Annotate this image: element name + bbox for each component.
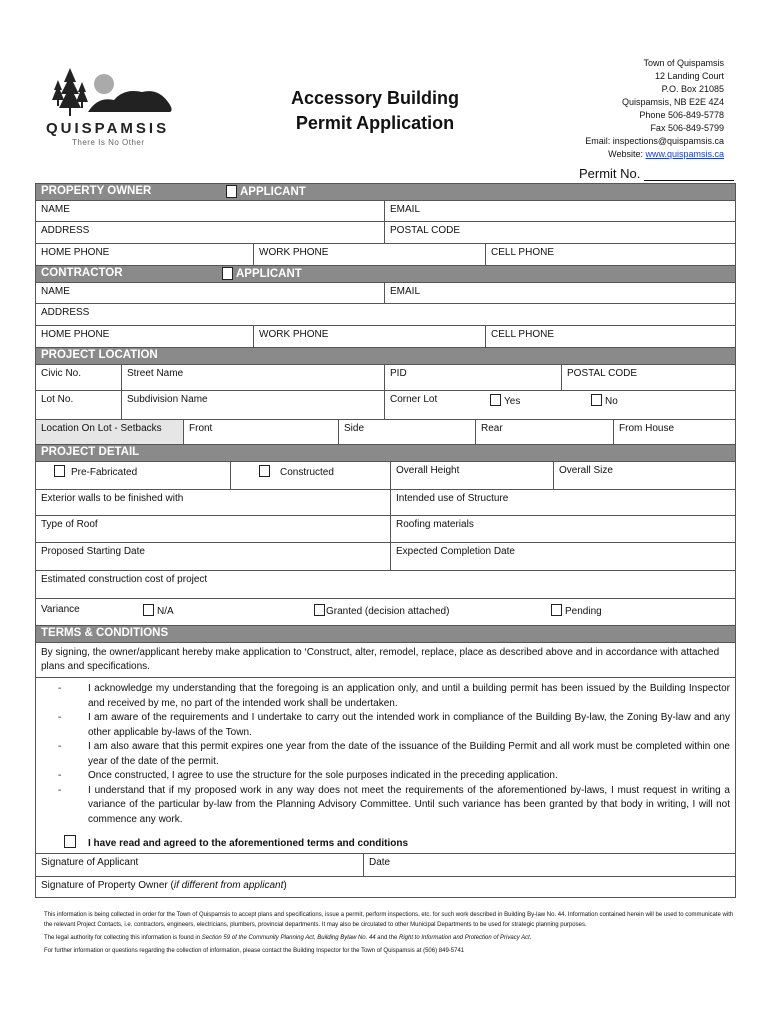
contractor-cell-phone-field[interactable]: CELL PHONE <box>485 326 735 347</box>
owner-signature-label-end: ) <box>283 880 287 891</box>
pid-field[interactable]: PID <box>384 365 412 390</box>
variance-label: Variance <box>41 604 80 615</box>
terms-bullet <box>58 711 730 740</box>
owner-row-phones <box>36 244 735 266</box>
variance-pending-label: Pending <box>565 606 602 617</box>
owner-row-address <box>36 222 735 244</box>
location-postal-field[interactable]: POSTAL CODE <box>561 365 735 390</box>
contractor-row-address <box>36 304 735 326</box>
title-line-2: Permit Application <box>295 113 455 133</box>
terms-intro: By signing, the owner/applicant hereby make application to ‘Construct, alter, remodel, replace, place as described above and in accordance with attached plans and specifications. <box>41 647 720 672</box>
bullet-text: I am also aware that this permit expires one year from the date of the issuance of the Building Permit and all work must be completed within one year of the date of the permit. <box>88 741 730 767</box>
completion-date-field[interactable]: Expected Completion Date <box>390 543 735 570</box>
contractor-address-field[interactable]: ADDRESS <box>41 307 90 318</box>
owner-address-field[interactable]: ADDRESS <box>41 225 90 236</box>
prefab-option <box>36 462 142 489</box>
email-line: Email: inspections@quispamsis.ca <box>585 136 724 146</box>
legal-authority-paragraph <box>44 933 734 943</box>
location-header-label: PROJECT LOCATION <box>41 349 158 361</box>
start-date-field[interactable]: Proposed Starting Date <box>41 546 145 557</box>
terms-header-label: TERMS & CONDITIONS <box>41 627 169 639</box>
owner-row-name <box>36 201 735 222</box>
contractor-home-phone-field[interactable]: HOME PHONE <box>41 329 110 340</box>
lot-number-field[interactable]: Lot No. <box>41 394 74 405</box>
bullet-dash: - <box>58 770 62 781</box>
title-line-1: Accessory Building <box>290 88 460 108</box>
website-label: Website: <box>608 149 646 159</box>
address-line: P.O. Box 21085 <box>661 84 724 94</box>
section-header-terms <box>36 626 735 643</box>
construction-cost-field[interactable]: Estimated construction cost of project <box>41 574 208 585</box>
phone-line: Phone 506-849-5778 <box>639 110 724 120</box>
detail-row-cost <box>36 571 735 599</box>
contractor-name-field[interactable]: NAME <box>41 286 70 297</box>
address-line: Quispamsis, NB E2E 4Z4 <box>621 97 724 107</box>
civic-number-field[interactable]: Civic No. <box>41 368 82 379</box>
bullet-dash: - <box>58 741 62 752</box>
bullet-dash: - <box>58 683 62 694</box>
variance-pending-checkbox[interactable] <box>551 604 562 616</box>
owner-applicant-label: APPLICANT <box>240 186 306 198</box>
owner-home-phone-field[interactable]: HOME PHONE <box>41 247 110 258</box>
intended-use-field[interactable]: Intended use of Structure <box>390 490 735 515</box>
setback-from-house-field[interactable]: From House <box>613 420 735 444</box>
permit-number <box>579 166 734 181</box>
fax-line: Fax 506-849-5799 <box>650 123 724 133</box>
prefab-label: Pre-Fabricated <box>71 467 138 478</box>
contractor-header-label: CONTRACTOR <box>41 267 123 279</box>
corner-no-label: No <box>605 396 618 407</box>
bullet-dash: - <box>58 784 62 796</box>
detail-row-variance <box>36 599 735 626</box>
bullet-text: I am aware of the requirements and I undertake to carry out the intended work in compliance of the Building By-law, the Zoning By-law and any other applicable by-laws of the Town. <box>88 712 730 738</box>
signature-row-owner <box>36 877 735 898</box>
terms-bullet <box>58 682 730 711</box>
contractor-applicant-toggle <box>217 266 307 282</box>
town-address <box>585 57 724 161</box>
setbacks-label: Location On Lot - Setbacks <box>36 420 183 444</box>
prefab-checkbox[interactable] <box>54 465 65 477</box>
section-header-location <box>36 348 735 365</box>
variance-na-checkbox[interactable] <box>143 604 154 616</box>
section-header-contractor <box>36 266 735 283</box>
contact-paragraph: For further information or questions regarding the collection of information, please contact the Building Inspector for the Town of Quispamsis at (506) 849-5741 <box>44 948 465 954</box>
agree-terms-option <box>36 829 735 853</box>
legal-text: and the <box>375 935 399 941</box>
detail-row-dates <box>36 543 735 571</box>
privacy-paragraph: This information is being collected in order for the Town of Quispamsis to accept plans and specifications, issue a permit, perform inspections, etc. for such work described in Building By-law No. 44. Information contained herein will be used to communicate with the relevant Project Contacts, i.e. contractors, engineers, electricians, plumbers, provincial departments. It may also be circulated to other Municipal Departments to be used for strategic planning purposes. <box>44 912 734 928</box>
owner-name-field[interactable]: NAME <box>41 204 70 215</box>
website-line <box>585 148 724 161</box>
exterior-walls-field[interactable]: Exterior walls to be finished with <box>41 493 184 504</box>
owner-applicant-checkbox[interactable] <box>226 185 237 198</box>
overall-size-field[interactable]: Overall Size <box>553 462 735 489</box>
location-row-civic <box>36 365 735 391</box>
owner-signature-label: Signature of Property Owner ( <box>41 880 174 891</box>
corner-lot-label: Corner Lot <box>390 394 438 405</box>
corner-no-checkbox[interactable] <box>591 394 602 406</box>
owner-header-label: PROPERTY OWNER <box>41 185 152 197</box>
agree-terms-checkbox[interactable] <box>64 835 76 848</box>
variance-na-option <box>143 604 174 617</box>
bullet-text: I understand that if my proposed work in any way does not meet the requirements of the aforementioned by-laws, I must request in writing a variance of the particular by-law from the Planning Advisory Committee. Until such variance has been granted by that body in writing, I will not commence any work. <box>88 784 730 825</box>
variance-group <box>36 599 735 625</box>
constructed-checkbox[interactable] <box>259 465 270 477</box>
logo-graphic-icon <box>46 66 186 122</box>
detail-row-type <box>36 462 735 490</box>
terms-bullet <box>58 740 730 769</box>
corner-yes-checkbox[interactable] <box>490 394 501 406</box>
applicant-signature-field[interactable]: Signature of Applicant <box>41 857 139 868</box>
contractor-row-name <box>36 283 735 304</box>
signature-date-field[interactable]: Date <box>363 854 735 876</box>
privacy-notice <box>44 910 734 959</box>
detail-row-roof <box>36 516 735 543</box>
town-logo <box>46 66 186 148</box>
signature-row-applicant <box>36 854 735 877</box>
subdivision-field[interactable]: Subdivision Name <box>121 391 213 419</box>
permit-label: Permit No. <box>578 166 644 181</box>
owner-signature-note: if different from applicant <box>173 880 284 891</box>
constructed-label: Constructed <box>280 467 334 478</box>
detail-header-label: PROJECT DETAIL <box>41 446 140 458</box>
setback-side-field[interactable]: Side <box>338 420 369 444</box>
owner-signature-field[interactable] <box>36 877 292 897</box>
corner-yes-option <box>490 394 520 407</box>
terms-bullet <box>58 784 730 828</box>
bullet-text: Once constructed, I agree to use the structure for the sole purposes indicated in the preceding application. <box>88 770 558 781</box>
variance-granted-checkbox[interactable] <box>314 604 325 616</box>
owner-postal-field[interactable]: POSTAL CODE <box>384 222 735 243</box>
variance-granted-label: Granted (decision attached) <box>326 606 450 617</box>
terms-bullets <box>36 678 735 829</box>
contractor-email-field[interactable]: EMAIL <box>384 283 735 303</box>
terms-body <box>36 643 735 854</box>
section-header-detail <box>36 445 735 462</box>
legal-text-italic: Section 59 of the Community Planning Act, Building Bylaw No. 44 <box>201 935 376 941</box>
contractor-applicant-label: APPLICANT <box>236 268 302 280</box>
terms-bullet <box>58 769 730 784</box>
setback-front-field[interactable]: Front <box>183 420 217 444</box>
overall-height-field[interactable]: Overall Height <box>390 462 464 489</box>
variance-granted-option <box>314 604 449 617</box>
bullet-text: I acknowledge my understanding that the foregoing is an application only, and until a building permit has been issued by the Building Inspector and received by me, no part of the intended work shall be undertaken. <box>88 683 730 709</box>
contractor-work-phone-field[interactable]: WORK PHONE <box>253 326 333 347</box>
contractor-applicant-checkbox[interactable] <box>222 267 233 280</box>
legal-text: The legal authority for collecting this information is found in <box>44 935 202 941</box>
address-line: Town of Quispamsis <box>643 58 724 68</box>
owner-cell-phone-field[interactable]: CELL PHONE <box>485 244 735 265</box>
bullet-dash: - <box>58 712 62 723</box>
corner-yes-label: Yes <box>504 396 521 407</box>
detail-row-walls <box>36 490 735 516</box>
owner-applicant-toggle <box>221 184 311 200</box>
roofing-materials-field[interactable]: Roofing materials <box>390 516 735 542</box>
logo-tagline: There Is No Other <box>72 138 145 147</box>
constructed-option <box>230 462 339 489</box>
legal-text-italic: Right to Information and Protection of Privacy Act. <box>398 935 532 941</box>
contractor-row-phones <box>36 326 735 348</box>
application-form <box>35 183 736 898</box>
terms-bullets-wrapper <box>36 677 735 853</box>
setback-rear-field[interactable]: Rear <box>475 420 508 444</box>
location-row-setbacks <box>36 420 735 445</box>
owner-work-phone-field[interactable]: WORK PHONE <box>253 244 333 265</box>
form-title <box>270 86 480 136</box>
address-line: 12 Landing Court <box>654 71 724 81</box>
corner-lot-group <box>384 391 735 419</box>
logo-wordmark: QUISPAMSIS <box>46 120 170 137</box>
owner-email-field[interactable]: EMAIL <box>384 201 735 221</box>
street-name-field[interactable]: Street Name <box>121 365 188 390</box>
variance-pending-option <box>551 604 602 617</box>
section-header-owner <box>36 184 735 201</box>
permit-number-field[interactable] <box>644 169 734 181</box>
variance-na-label: N/A <box>157 606 174 617</box>
agree-terms-label: I have read and agreed to the aforementioned terms and conditions <box>88 838 409 849</box>
roof-type-field[interactable]: Type of Roof <box>41 519 98 530</box>
website-link[interactable]: www.quispamsis.ca <box>645 149 724 159</box>
corner-no-option <box>591 394 618 407</box>
location-row-lot <box>36 391 735 420</box>
